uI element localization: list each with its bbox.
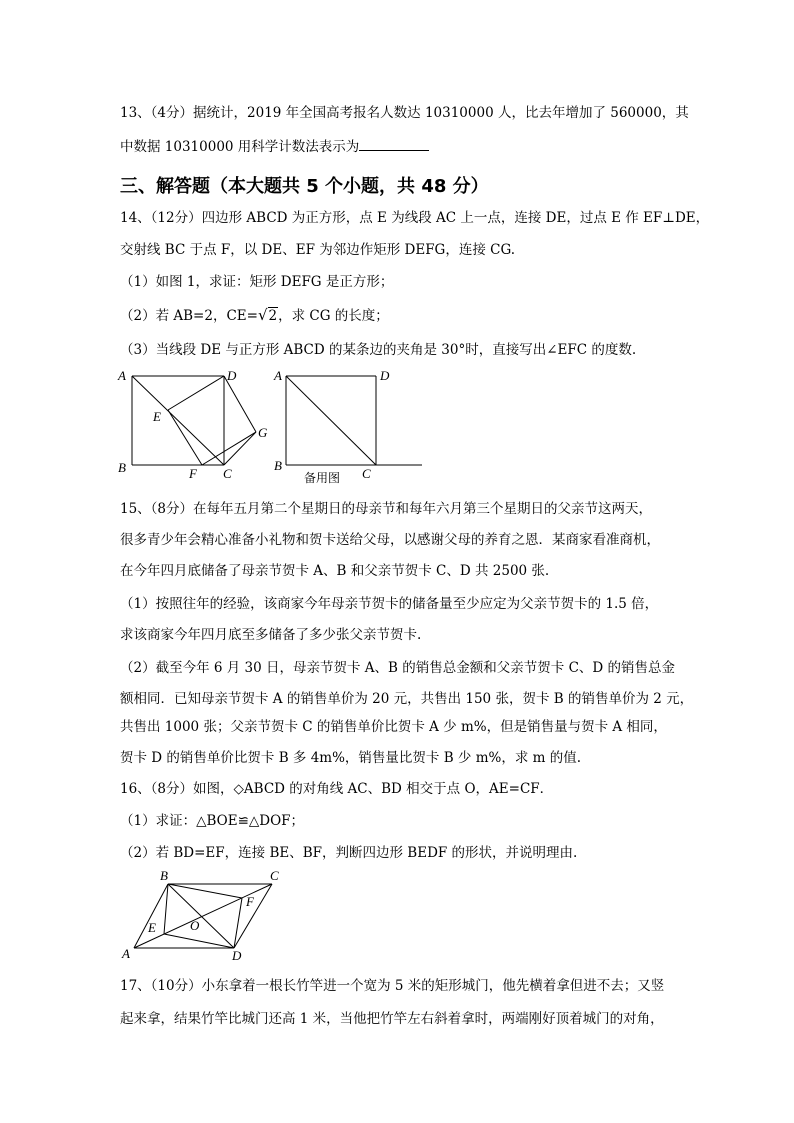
q14-figure-1 (110, 362, 270, 484)
label-o: O (190, 918, 200, 933)
label-a: A (118, 368, 126, 383)
q15-part1-line1: （1）按照往年的经验，该商家今年母亲节贺卡的储备量至少应定为父亲节贺卡的 1.5 倍， (120, 596, 659, 612)
sqrt-radicand: 2 (268, 308, 278, 324)
q16-line1: 16、（8分）如图，◇ABCD 的对角线 AC、BD 相交于点 O，AE=CF． (120, 781, 554, 797)
q14-part2-post: ，求 CG 的长度； (278, 308, 389, 324)
label-d: D (227, 368, 237, 383)
q14-part2-pre: （2）若 AB=2，CE= (120, 308, 258, 324)
q16-part1: （1）求证：△BOE≌△DOF； (120, 813, 305, 829)
q13-line1: 13、（4分）据统计，2019 年全国高考报名人数达 10310000 人，比去年增加了 560000，其 (120, 105, 689, 121)
label-f: F (189, 466, 197, 481)
sqrt-sign: √ (257, 306, 268, 324)
label-b: B (274, 458, 282, 473)
q17-line2: 起来拿，结果竹竿比城门还高 1 米，当他把竹竿左右斜着拿时，两端刚好顶着城门的对角， (120, 1011, 664, 1027)
line-ac (286, 376, 376, 465)
q14-backup-figure (270, 362, 430, 488)
q13-line2 (120, 136, 429, 156)
q15-line3: 在今年四月底储备了母亲节贺卡 A、B 和父亲节贺卡 C、D 共 2500 张. (120, 563, 550, 579)
label-e: E (148, 920, 156, 935)
q15-line2: 很多青少年会精心准备小礼物和贺卡送给父母，以感谢父母的养育之恩．某商家看准商机， (120, 532, 660, 548)
label-g: G (258, 425, 268, 440)
section-title: 三、解答题（本大题共 5 个小题，共 48 分） (120, 176, 489, 197)
q15-part2-line3: 共售出 1000 张；父亲节贺卡 C 的销售单价比贺卡 A 少 m%，但是销售量与贺卡 A 相同， (120, 719, 667, 735)
line-ed (164, 934, 234, 948)
q15-part2-line4: 贺卡 D 的销售单价比贺卡 B 多 4m%，销售量比贺卡 B 少 m%，求 m 的值. (120, 750, 582, 766)
label-c: C (270, 868, 279, 883)
q15-part1-line2: 求该商家今年四月底至多储备了多少张父亲节贺卡. (120, 627, 422, 643)
label-c: C (223, 466, 232, 481)
line-ef (168, 410, 202, 465)
q16-parallelogram-figure (110, 866, 300, 962)
label-f: F (246, 894, 254, 909)
q14-part1: （1）如图 1，求证：矩形 DEFG 是正方形； (120, 274, 394, 290)
label-b: B (118, 460, 126, 475)
label-b: B (160, 868, 168, 883)
label-a: A (274, 368, 282, 383)
line-bd (168, 884, 234, 948)
q15-part2-line1: （2）截至今年 6 月 30 日，母亲节贺卡 A、B 的销售总金额和父亲节贺卡 C、D 的销售总金 (120, 660, 676, 676)
figure-caption: 备用图 (304, 471, 341, 485)
q15-line1: 15、（8分）在每年五月第二个星期日的母亲节和每年六月第三个星期日的父亲节这两天， (120, 501, 653, 517)
label-e: E (153, 409, 161, 424)
answer-blank (359, 136, 429, 151)
q17-line1: 17、（10分）小东拿着一根长竹竿进一个宽为 5 米的矩形城门，他先横着拿但进不去；又竖 (120, 978, 665, 994)
q13-line2-text: 中数据 10310000 用科学计数法表示为 (120, 139, 360, 155)
line-de (168, 376, 224, 410)
label-c: C (362, 466, 371, 481)
q16-part2: （2）若 BD=EF，连接 BE、BF，判断四边形 BEDF 的形状，并说明理由. (120, 845, 578, 861)
line-be (164, 884, 168, 934)
q15-part2-line2: 额相同．已知母亲节贺卡 A 的销售单价为 20 元，共售出 150 张，贺卡 B 的销售单价为 2 元， (120, 691, 694, 707)
label-d: D (380, 368, 390, 383)
label-d: D (232, 948, 242, 962)
q14-part2 (120, 306, 389, 325)
line-ab (134, 884, 168, 948)
line-dg (224, 376, 256, 432)
line-ac (132, 376, 224, 465)
q14-line2: 交射线 BC 于点 F，以 DE、EF 为邻边作矩形 DEFG，连接 CG. (120, 242, 516, 258)
q14-line1: 14、（12分）四边形 ABCD 为正方形，点 E 为线段 AC 上一点，连接 DE，过点 E 作 EF⊥DE， (120, 210, 710, 226)
q14-part3: （3）当线段 DE 与正方形 ABCD 的某条边的夹角是 30°时，直接写出∠EFC 的度数. (120, 342, 637, 358)
label-a: A (122, 946, 130, 961)
line-bf (168, 884, 242, 898)
